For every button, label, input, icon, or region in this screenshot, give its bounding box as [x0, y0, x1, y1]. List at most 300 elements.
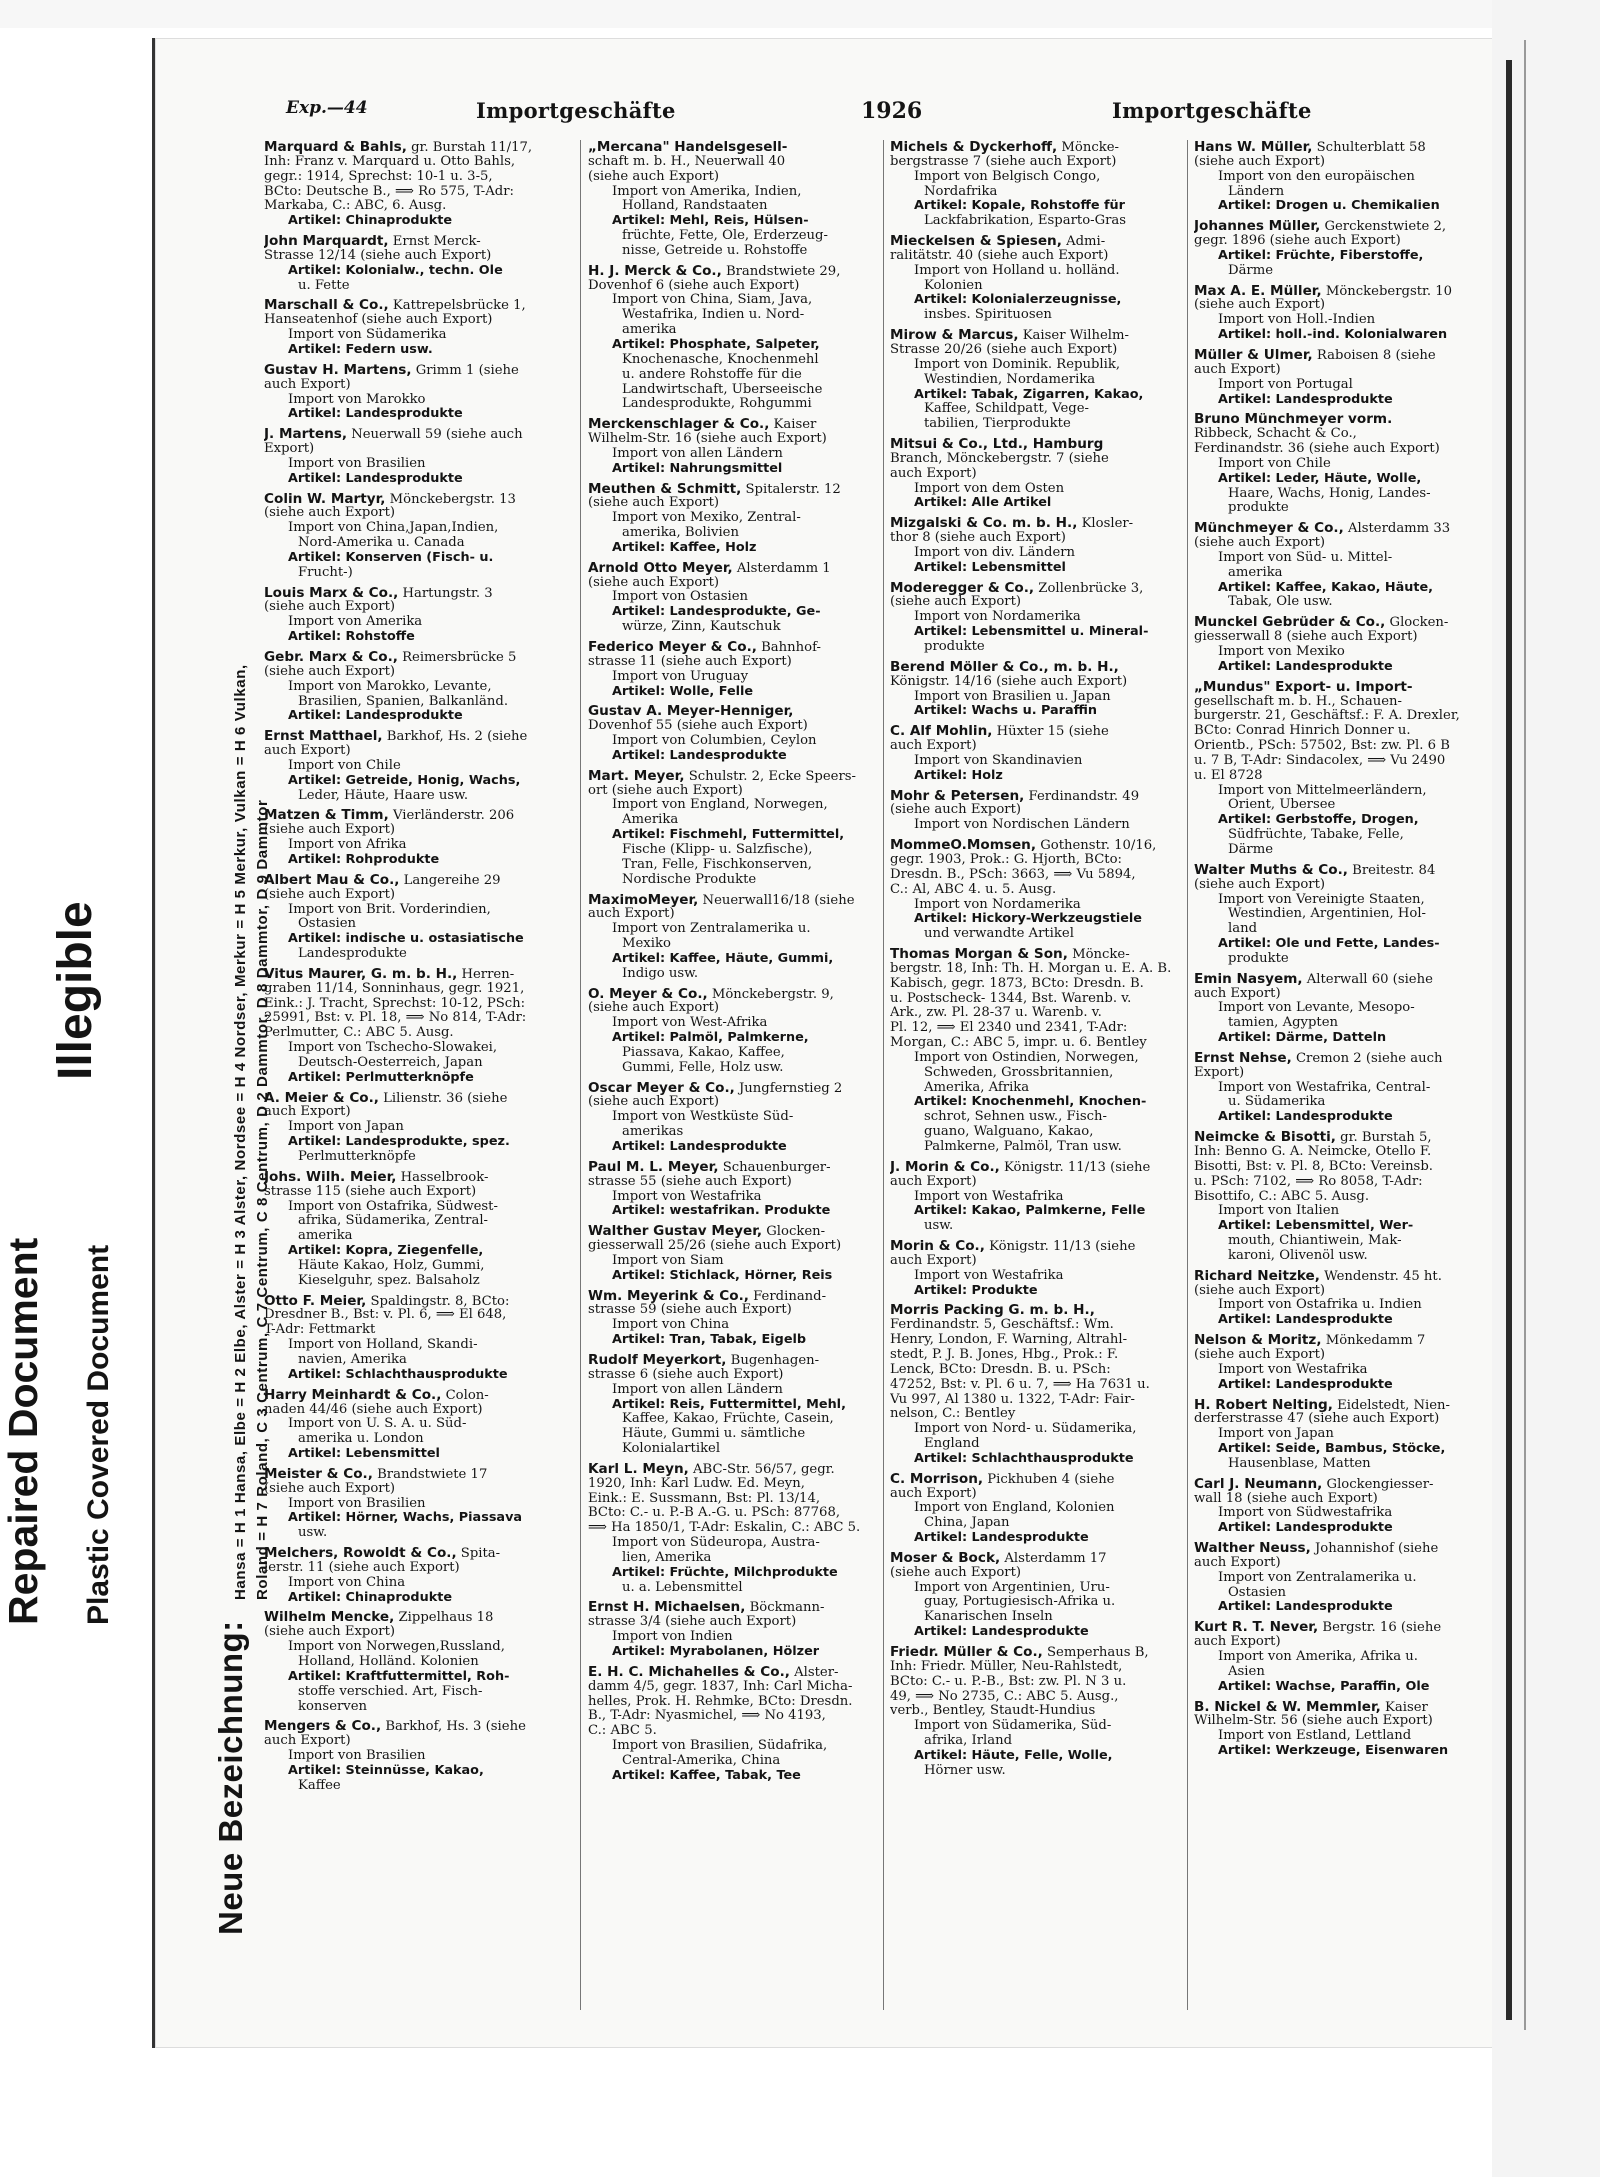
- firm-name: „Mercana" Handelsgesell-: [588, 140, 788, 155]
- entry-import-line: Import von Afrika: [288, 838, 407, 853]
- entry-detail-line: lerstr. 11 (siehe auch Export): [264, 1560, 460, 1575]
- firm-address: Brandstwiete 29,: [721, 263, 841, 279]
- entry-detail-line: (siehe auch Export): [890, 595, 1022, 610]
- entry-detail-line: Kabisch, gegr. 1873, BCto: Dresdn. B.: [890, 976, 1144, 991]
- entry-continuation-line: Tran, Felle, Fischkonserven,: [622, 857, 812, 872]
- directory-entry: [588, 1665, 918, 1784]
- entry-import-line: Import von Amerika, Indien,: [612, 184, 802, 199]
- entry-continuation-line: amerikas: [622, 1125, 684, 1140]
- entry-articles-line: Artikel: Wachse, Paraffin, Öle: [1218, 1679, 1430, 1694]
- entry-articles-line: Artikel: Früchte, Milchprodukte: [612, 1565, 838, 1580]
- entry-heading: [890, 947, 1220, 962]
- firm-address: Böckmann-: [745, 1600, 825, 1616]
- directory-entry: [1194, 1700, 1524, 1759]
- firm-address: Glocken-: [1385, 615, 1449, 631]
- entry-articles-line: Artikel: Alle Artikel: [914, 496, 1052, 511]
- firm-name: Gustav H. Martens,: [264, 362, 412, 378]
- entry-continuation-line: Lackfabrikation, Esparto-Gras: [924, 214, 1127, 229]
- firm-address: gr. Burstah 5,: [1335, 1130, 1432, 1145]
- entry-articles-line: Artikel: Steinnüsse, Kakao,: [288, 1763, 484, 1778]
- directory-entry: [588, 417, 918, 476]
- firm-address: Zippelhaus 18: [394, 1610, 494, 1626]
- entry-heading: [264, 363, 594, 378]
- firm-name: Müller & Ulmer,: [1194, 347, 1313, 363]
- entry-detail-line: Morgan, C.: ABC 5, impr. u. 6. Bentley: [890, 1036, 1147, 1051]
- entry-import-line: Import von Marokko: [288, 392, 426, 407]
- entry-detail-line: Dresdner B., Bst: v. Pl. 6, ⟹ El 648,: [264, 1308, 507, 1323]
- directory-entry: [588, 1353, 918, 1457]
- entry-detail-line: gegr.: 1914, Sprechst: 10-1 u. 3-5,: [264, 169, 493, 184]
- firm-name: Mirow & Marcus,: [890, 328, 1019, 343]
- directory-entry: [588, 769, 918, 888]
- entry-articles-line: Artikel: Kaffee, Häute, Gummi,: [612, 951, 834, 966]
- entry-articles-line: Artikel: Phosphate, Salpeter,: [612, 337, 820, 352]
- entry-articles-line: Artikel: Hörner, Wachs, Piassava: [288, 1511, 523, 1526]
- entry-import-line: Import von Südeuropa, Austra-: [612, 1536, 820, 1551]
- entry-continuation-line: Westafrika, Indien u. Nord-: [622, 308, 805, 323]
- entry-heading: [890, 1645, 1220, 1660]
- entry-continuation-line: Palmkerne, Palmöl, Tran usw.: [924, 1140, 1122, 1154]
- entry-articles-line: Artikel: Rohprodukte: [288, 852, 440, 867]
- entry-articles-line: Artikel: Landesprodukte: [288, 709, 463, 724]
- firm-address: Neuerwall16/18 (siehe: [698, 892, 855, 908]
- entry-articles-line: Artikel: Landesprodukte: [914, 1625, 1089, 1640]
- directory-entry: [264, 1467, 594, 1541]
- page-header: [0, 98, 1600, 128]
- entry-continuation-line: u. Südamerika: [1228, 1095, 1326, 1110]
- entry-articles-line: Artikel: Schlachthausprodukte: [914, 1451, 1134, 1466]
- entry-import-line: Import von Indien: [612, 1630, 733, 1645]
- entry-heading: [1194, 615, 1524, 630]
- firm-name: „Mundus" Export- u. Import-: [1194, 679, 1413, 695]
- entry-detail-line: u. 7 B, T-Adr: Sindacolex, ⟹ Vu 2490: [1194, 753, 1446, 768]
- entry-heading: [1194, 1130, 1524, 1145]
- entry-heading: [264, 1467, 594, 1482]
- entry-detail-line: wall 18 (siehe auch Export): [1194, 1491, 1378, 1506]
- entry-continuation-line: Deutsch-Oesterreich, Japan: [298, 1055, 483, 1070]
- entry-detail-line: BCto: Deutsche B., ⟹ Ro 575, T-Adr:: [264, 184, 514, 199]
- entry-articles-line: Artikel: Rohstoffe: [288, 630, 415, 645]
- entry-detail-line: bergstrasse 7 (siehe auch Export): [890, 154, 1117, 169]
- firm-name: Moderegger & Co.,: [890, 580, 1035, 596]
- firm-name: E. H. C. Michahelles & Co.,: [588, 1664, 790, 1680]
- entry-articles-line: Artikel: Schlachthausprodukte: [288, 1367, 508, 1382]
- directory-entry: [890, 581, 1220, 655]
- entry-detail-line: 47252, Bst: v. Pl. 6 u. 7, ⟹ Ha 7631 u.: [890, 1377, 1150, 1392]
- entry-articles-line: Artikel: Landesprodukte: [288, 471, 463, 486]
- firm-name: B. Nickel & W. Memmler,: [1194, 1699, 1381, 1715]
- entry-continuation-line: Gummi, Felle, Holz usw.: [622, 1060, 784, 1075]
- entry-import-line: Import von Chile: [288, 758, 401, 773]
- directory-entry: [264, 729, 594, 803]
- entry-detail-line: burgerstr. 21, Geschäftsf.: F. A. Drexler,: [1194, 709, 1460, 724]
- firm-address: Grimm 1 (siehe: [411, 362, 519, 378]
- entry-detail-line: auch Export): [1194, 986, 1281, 1001]
- entry-continuation-line: produkte: [924, 640, 985, 654]
- entry-import-line: Import von Süd- u. Mittel-: [1218, 550, 1393, 565]
- firm-address: Barkhof, Hs. 3 (siehe: [381, 1719, 526, 1735]
- entry-import-line: Import von Tschecho-Slowakei,: [288, 1041, 498, 1056]
- entry-import-line: Import von Ostafrika, Südwest-: [288, 1199, 498, 1214]
- entry-heading: [1194, 680, 1524, 695]
- entry-heading: [588, 561, 918, 576]
- entry-articles-line: Artikel: Palmöl, Palmkerne,: [612, 1031, 809, 1046]
- entry-continuation-line: amerika: [622, 323, 677, 338]
- directory-entry: [890, 1551, 1220, 1640]
- firm-address: Ernst Merck-: [388, 234, 481, 249]
- entry-continuation-line: afrika, Irland: [924, 1734, 1013, 1749]
- entry-continuation-line: Haare, Wachs, Honig, Landes-: [1228, 486, 1431, 501]
- firm-address: Alterwall 60 (siehe: [1302, 971, 1433, 987]
- entry-heading: [264, 967, 594, 982]
- entry-continuation-line: karoni, Olivenöl usw.: [1228, 1248, 1368, 1263]
- entry-heading: [890, 516, 1220, 531]
- entry-heading: [1194, 1700, 1524, 1715]
- directory-entry: [588, 987, 918, 1076]
- entry-continuation-line: Tabak, Öle usw.: [1228, 595, 1333, 610]
- entry-detail-line: (siehe auch Export): [890, 803, 1022, 818]
- firm-name: H. Robert Nelting,: [1194, 1397, 1333, 1413]
- entry-import-line: Import von Ostafrika u. Indien: [1218, 1298, 1422, 1313]
- illegible-label: Illegible: [49, 901, 102, 1080]
- firm-address: Semperhaus B,: [1042, 1645, 1149, 1660]
- entry-detail-line: auch Export): [890, 1486, 977, 1501]
- entry-detail-line: auch Export): [890, 739, 977, 754]
- entry-heading: [1194, 521, 1524, 536]
- entry-continuation-line: insbes. Spirituosen: [924, 308, 1052, 323]
- entry-articles-line: Artikel: Nahrungsmittel: [612, 461, 783, 476]
- directory-entry: [1194, 1398, 1524, 1472]
- entry-articles-line: Artikel: holl.-ind. Kolonialwaren: [1218, 328, 1448, 343]
- firm-address: Alster-: [789, 1664, 839, 1680]
- entry-heading: [588, 704, 918, 719]
- firm-address: Hüxter 15 (siehe: [992, 724, 1109, 740]
- directory-entry: [588, 1600, 918, 1659]
- entry-heading: [1194, 219, 1524, 234]
- entry-detail-line: strasse 3/4 (siehe auch Export): [588, 1615, 797, 1630]
- entry-heading: [264, 1388, 594, 1403]
- entry-detail-line: bergstr. 18, Inh: Th. H. Morgan u. E. A. B.: [890, 961, 1172, 976]
- directory-entry: [264, 1610, 594, 1714]
- entry-articles-line: Artikel: Tabak, Zigarren, Kakao,: [914, 387, 1144, 402]
- telephone-zone-legend-line-2: Roland = H 7 Roland, C 3 Centrum, C 7 Centrum, C 8 Centrum, D 2 Dammtor, D 8 Dammtor, D 9 Dammtor: [254, 799, 271, 1600]
- entry-detail-line: auch Export): [264, 1734, 351, 1749]
- entry-continuation-line: Häute Kakao, Holz, Gummi,: [298, 1258, 485, 1273]
- firm-name: Mengers & Co.,: [264, 1719, 382, 1735]
- firm-address: Jungfernstieg 2: [734, 1080, 843, 1096]
- firm-address: Schauenburger-: [718, 1159, 831, 1175]
- entry-import-line: Import von Mexiko, Zentral-: [612, 511, 801, 526]
- entry-continuation-line: stoffe verschied. Art, Fisch-: [298, 1684, 483, 1699]
- entry-detail-line: (siehe auch Export): [264, 887, 396, 902]
- firm-address: Spitalerstr. 12: [741, 481, 841, 497]
- entry-articles-line: Artikel: Wachs u. Paraffin: [914, 704, 1098, 719]
- entry-heading: [1194, 1477, 1524, 1492]
- firm-name: Wilhelm Mencke,: [264, 1610, 395, 1626]
- entry-import-line: Import von Dominik. Republik,: [914, 357, 1121, 372]
- directory-entry: [588, 1462, 918, 1596]
- firm-name: C. Alf Mohlin,: [890, 724, 993, 740]
- entry-continuation-line: Amerika: [622, 813, 679, 828]
- entry-heading: [890, 660, 1220, 675]
- entry-import-line: Import von Estland, Lettland: [1218, 1729, 1412, 1744]
- entry-continuation-line: Landwirtschaft, Überseeische: [622, 382, 823, 397]
- entry-continuation-line: nisse, Getreide u. Rohstoffe: [622, 243, 808, 258]
- entry-continuation-line: Amerika, Afrika: [924, 1080, 1030, 1095]
- firm-address: Kaiser: [1380, 1699, 1428, 1715]
- entry-continuation-line: u. andere Rohstoffe für die: [622, 367, 802, 382]
- entry-continuation-line: Hörner usw.: [924, 1763, 1006, 1778]
- entry-articles-line: Artikel: Landesprodukte: [1218, 1521, 1393, 1536]
- entry-detail-line: Strasse 12/14 (siehe auch Export): [264, 248, 492, 263]
- entry-detail-line: Dovenhof 55 (siehe auch Export): [588, 719, 808, 734]
- entry-detail-line: Inh: Franz v. Marquard u. Otto Bahls,: [264, 154, 516, 169]
- entry-articles-line: Artikel: Kaffee, Kakao, Häute,: [1218, 580, 1434, 595]
- firm-address: Hasselbrook-: [396, 1169, 489, 1185]
- entry-articles-line: Artikel: Landesprodukte: [612, 1140, 787, 1154]
- directory-entry: [264, 873, 594, 962]
- entry-heading: [264, 492, 594, 507]
- entry-import-line: Import von Holland u. holländ.: [914, 263, 1120, 278]
- firm-address: Klosler-: [1077, 516, 1134, 532]
- directory-entry: [588, 640, 918, 699]
- firm-address: Gerckenstwiete 2,: [1320, 219, 1447, 235]
- entry-import-line: Import von Südamerika, Süd-: [914, 1719, 1112, 1734]
- firm-address: Mönckebergstr. 13: [385, 491, 516, 507]
- firm-name: Johannes Müller,: [1194, 219, 1321, 235]
- entry-detail-line: (siehe auch Export): [588, 169, 720, 184]
- entry-articles-line: Artikel: Tran, Tabak, Eigelb: [612, 1333, 807, 1348]
- directory-entry: [890, 1472, 1220, 1546]
- entry-import-line: Import von England, Kolonien: [914, 1501, 1115, 1516]
- firm-name: Kurt R. T. Never,: [1194, 1620, 1319, 1636]
- entry-import-line: Import von allen Ländern: [612, 446, 783, 461]
- entry-detail-line: BCto: C.- u. P.-B., Bst: zw. Pl. N 3 u.: [890, 1674, 1127, 1689]
- firm-address: Spaldingstr. 8, BCto:: [366, 1293, 510, 1309]
- entry-continuation-line: Landesprodukte, Rohgummi: [622, 397, 812, 412]
- entry-detail-line: graben 11/14, Sonninhaus, gegr. 1921,: [264, 981, 525, 996]
- directory-entry: [1194, 863, 1524, 967]
- firm-name: J. Martens,: [264, 427, 348, 443]
- entry-detail-line: Orientb., PSch: 57502, Bst: zw. Pl. 6 B: [1194, 739, 1450, 754]
- entry-detail-line: T-Adr: Fettmarkt: [264, 1323, 376, 1338]
- directory-entry: [264, 427, 594, 486]
- entry-continuation-line: mouth, Chiantiwein, Mak-: [1228, 1234, 1402, 1249]
- entry-detail-line: Strasse 20/26 (siehe auch Export): [890, 342, 1118, 357]
- entry-detail-line: Henry, London, F. Warning, Altrahl-: [890, 1333, 1128, 1348]
- firm-name: Gustav A. Meyer-Henniger,: [588, 704, 794, 720]
- directory-entry: [264, 234, 594, 293]
- entry-continuation-line: guay, Portugiesisch-Afrika u.: [924, 1595, 1116, 1610]
- scan-top-margin: [0, 0, 1600, 28]
- entry-continuation-line: Kanarischen Inseln: [924, 1610, 1053, 1625]
- entry-continuation-line: Westindien, Argentinien, Hol-: [1228, 907, 1426, 922]
- entry-detail-line: Dovenhof 6 (siehe auch Export): [588, 278, 800, 293]
- directory-entry: [264, 967, 594, 1086]
- entry-detail-line: B., T-Adr: Nyasmichel, ⟹ No 4193,: [588, 1709, 826, 1724]
- telephone-zone-legend-line-1: Hansa = H 1 Hansa, Elbe = H 2 Elbe, Alster = H 3 Alster, Nordsee = H 4 Nordser, Merkur = H 5 Merkur, Vulkan = H 6 Vulkan,: [232, 664, 249, 1600]
- directory-entry: [264, 1091, 594, 1165]
- firm-address: Bugenhagen-: [726, 1352, 820, 1368]
- entry-heading: [1194, 1051, 1524, 1066]
- entry-continuation-line: früchte, Fette, Öle, Erderzeug-: [622, 229, 828, 244]
- entry-detail-line: Bisotti, Bst: v. Pl. 8, BCto: Vereinsb.: [1194, 1159, 1433, 1174]
- directory-entry: [264, 808, 594, 867]
- entry-articles-line: Artikel: Leder, Häute, Wolle,: [1218, 471, 1422, 486]
- directory-entry: [588, 561, 918, 635]
- entry-import-line: Import von China: [612, 1318, 730, 1333]
- directory-entry: [1194, 615, 1524, 674]
- entry-continuation-line: Knochenasche, Knochenmehl: [622, 352, 819, 367]
- entry-articles-line: Artikel: Konserven (Fisch- u.: [288, 550, 494, 565]
- entry-detail-line: nelson, C.: Bentley: [890, 1407, 1016, 1422]
- entry-detail-line: Hanseatenhof (siehe auch Export): [264, 313, 493, 328]
- directory-entry: [890, 328, 1220, 432]
- directory-entry: [1194, 972, 1524, 1046]
- entry-continuation-line: Nord-Amerika u. Canada: [298, 536, 465, 551]
- entry-heading: [588, 417, 918, 432]
- entry-articles-line: Artikel: Stichlack, Hörner, Reis: [612, 1268, 833, 1283]
- entry-continuation-line: Kolonien: [924, 278, 983, 293]
- entry-detail-line: (siehe auch Export): [588, 575, 720, 590]
- page-number: Exp.—44: [286, 98, 368, 118]
- entry-continuation-line: Perlmutterknöpfe: [298, 1150, 416, 1164]
- entry-continuation-line: produkte: [1228, 951, 1289, 966]
- entry-continuation-line: Därme: [1228, 263, 1274, 278]
- entry-import-line: Import von China,Japan,Indien,: [288, 521, 499, 536]
- firm-address: Breitestr. 84: [1347, 862, 1436, 878]
- entry-detail-line: auch Export): [890, 466, 977, 481]
- firm-name: John Marquardt,: [264, 234, 389, 249]
- entry-heading: [264, 650, 594, 665]
- firm-address: Ferdinand-: [748, 1288, 827, 1304]
- entry-import-line: Import von Brasilien: [288, 1749, 426, 1764]
- entry-heading: [588, 769, 918, 784]
- entry-articles-line: Artikel: Produkte: [914, 1283, 1038, 1298]
- entry-heading: [890, 328, 1220, 343]
- directory-column-2: [588, 140, 918, 1789]
- firm-name: Colin W. Martyr,: [264, 491, 386, 507]
- entry-detail-line: derferstrasse 47 (siehe auch Export): [1194, 1412, 1440, 1427]
- entry-detail-line: auch Export): [264, 377, 351, 392]
- entry-detail-line: strasse 11 (siehe auch Export): [588, 654, 792, 669]
- entry-detail-line: (siehe auch Export): [588, 1095, 720, 1110]
- entry-detail-line: Markaba, C.: ABC, 6. Ausg.: [264, 199, 447, 214]
- entry-import-line: Import von Holland, Skandi-: [288, 1338, 478, 1353]
- entry-continuation-line: Ländern: [1228, 184, 1285, 199]
- entry-heading: [890, 437, 1220, 452]
- firm-name: A. Meier & Co.,: [264, 1090, 379, 1106]
- entry-continuation-line: Häute, Gummi u. sämtliche: [622, 1427, 806, 1442]
- firm-name: Otto F. Meier,: [264, 1293, 367, 1309]
- firm-address: Spita-: [456, 1546, 501, 1561]
- entry-heading: [890, 1551, 1220, 1566]
- firm-name: Merckenschlager & Co.,: [588, 417, 770, 433]
- year: 1926: [861, 98, 923, 124]
- entry-detail-line: ⟹ Ha 1850/1, T-Adr: Eskalin, C.: ABC 5.: [588, 1521, 861, 1536]
- entry-import-line: Import von Westküste Süd-: [612, 1110, 794, 1125]
- entry-heading: [890, 789, 1220, 804]
- entry-heading: [264, 427, 594, 442]
- entry-import-line: Import von Amerika, Afrika u.: [1218, 1650, 1418, 1664]
- entry-heading: [588, 1224, 918, 1239]
- firm-name: Harry Meinhardt & Co.,: [264, 1387, 442, 1403]
- entry-continuation-line: Asien: [1228, 1664, 1265, 1679]
- entry-articles-line: Artikel: Kaffee, Tabak, Tee: [612, 1768, 801, 1783]
- entry-detail-line: (siehe auch Export): [264, 1625, 396, 1640]
- firm-name: Vitus Maurer, G. m. b. H.,: [264, 966, 458, 982]
- entry-detail-line: auch Export): [1194, 1635, 1281, 1650]
- entry-heading: [890, 838, 1220, 853]
- entry-import-line: Import von Mittelmeerländern,: [1218, 783, 1427, 798]
- firm-name: Bruno Münchmeyer vorm.: [1194, 412, 1393, 428]
- entry-detail-line: Ferdinandstr. 5, Geschäftsf.: Wm.: [890, 1318, 1114, 1333]
- directory-entry: [1194, 284, 1524, 343]
- directory-entry: [890, 724, 1220, 783]
- entry-articles-line: Artikel: Chinaprodukte: [288, 1590, 452, 1605]
- entry-heading: [588, 1462, 918, 1477]
- entry-heading: [588, 264, 918, 279]
- entry-heading: [264, 1294, 594, 1309]
- entry-continuation-line: amerika: [298, 1229, 353, 1244]
- firm-name: Melchers, Rowoldt & Co.,: [264, 1546, 457, 1561]
- entry-continuation-line: Mexiko: [622, 937, 671, 952]
- directory-entry: [890, 516, 1220, 575]
- entry-detail-line: 25991, Bst: v. Pl. 18, ⟹ No 814, T-Adr:: [264, 1011, 527, 1026]
- entry-continuation-line: Holland, Randstaaten: [622, 199, 768, 214]
- entry-articles-line: Artikel: Wolle, Felle: [612, 684, 754, 699]
- entry-articles-line: Artikel: Kaffee, Holz: [612, 540, 757, 555]
- entry-import-line: Import von Belgisch Congo,: [914, 169, 1101, 184]
- firm-name: Marschall & Co.,: [264, 298, 389, 314]
- directory-entry: [264, 1294, 594, 1383]
- entry-heading: [1194, 1333, 1524, 1348]
- directory-entry: [890, 234, 1220, 323]
- entry-import-line: Import von Zentralamerika u.: [612, 922, 811, 937]
- entry-detail-line: Eink.: E. Sussmann, Bst: Pl. 13/14,: [588, 1491, 821, 1506]
- entry-heading: [1194, 1398, 1524, 1413]
- entry-detail-line: (siehe auch Export): [588, 496, 720, 511]
- directory-entry: [264, 1388, 594, 1462]
- firm-address: Barkhof, Hs. 2 (siehe: [382, 729, 528, 745]
- entry-continuation-line: u. a. Lebensmittel: [622, 1580, 743, 1595]
- entry-continuation-line: amerika: [1228, 565, 1283, 580]
- entry-detail-line: auch Export): [1194, 362, 1281, 377]
- entry-import-line: Import von U. S. A. u. Süd-: [288, 1417, 467, 1432]
- entry-continuation-line: land: [1228, 922, 1258, 937]
- firm-name: Meister & Co.,: [264, 1466, 373, 1482]
- firm-name: Karl L. Meyn,: [588, 1461, 689, 1477]
- entry-articles-line: Artikel: Landesprodukte, spez.: [288, 1135, 510, 1150]
- entry-detail-line: schaft m. b. H., Neuerwall 40: [588, 154, 786, 169]
- entry-articles-line: Artikel: Kolonialerzeugnisse,: [914, 293, 1122, 308]
- entry-detail-line: u. Postscheck- 1344, Bst. Warenb. v.: [890, 991, 1132, 1006]
- entry-continuation-line: Südfrüchte, Tabake, Felle,: [1228, 828, 1404, 843]
- entry-detail-line: gegr. 1903, Prok.: G. Hjorth, BCto:: [890, 852, 1122, 867]
- entry-articles-line: Artikel: Seide, Bambus, Stöcke,: [1218, 1442, 1446, 1457]
- firm-name: Morris Packing G. m. b. H.,: [890, 1303, 1095, 1319]
- entry-detail-line: (siehe auch Export): [264, 600, 396, 615]
- entry-continuation-line: Därme: [1228, 842, 1274, 857]
- firm-name: Nelson & Moritz,: [1194, 1333, 1322, 1348]
- entry-heading: [1194, 1269, 1524, 1284]
- entry-detail-line: giesserwall 25/26 (siehe auch Export): [588, 1239, 842, 1254]
- entry-detail-line: ort (siehe auch Export): [588, 783, 743, 798]
- firm-name: Marquard & Bahls,: [264, 140, 407, 155]
- entry-articles-line: Artikel: Landesprodukte: [1218, 1313, 1393, 1328]
- firm-address: Johannishof (siehe: [1310, 1541, 1439, 1556]
- directory-entry: [1194, 680, 1524, 858]
